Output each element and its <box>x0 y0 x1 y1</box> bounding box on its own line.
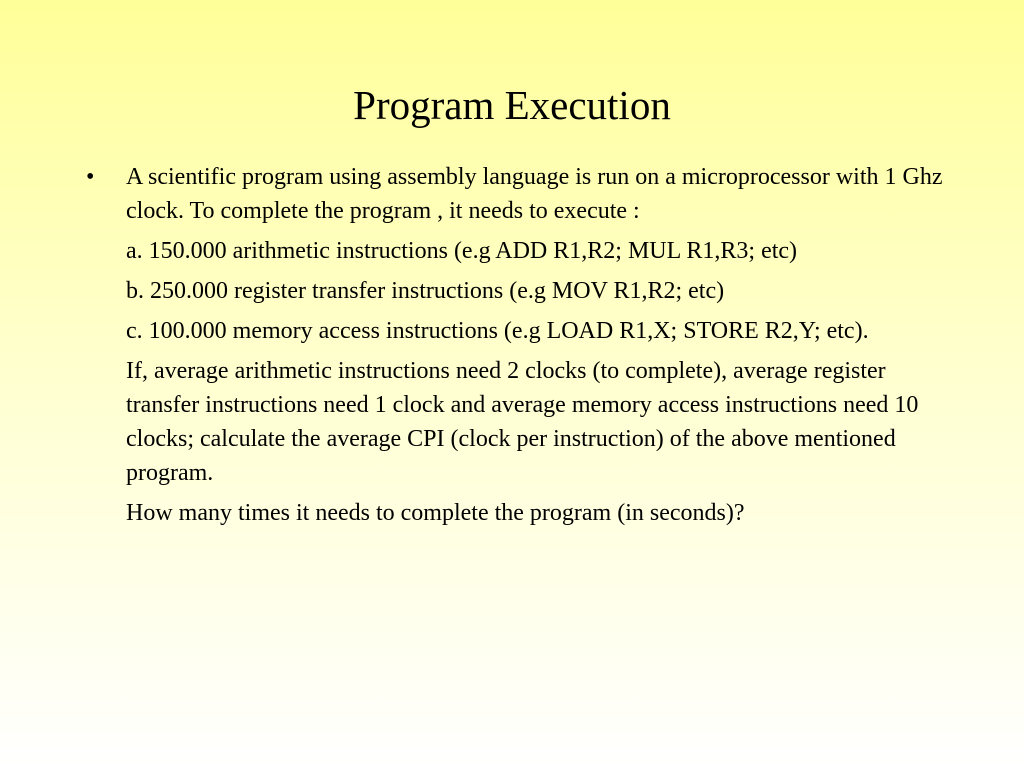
question-time: How many times it needs to complete the program (in seconds)? <box>126 500 745 526</box>
bullet-item <box>86 160 956 228</box>
instruction-item-a: a. 150.000 arithmetic instructions (e.g ADD R1,R2; MUL R1,R3; etc) <box>126 238 798 264</box>
slide-title: Program Execution <box>353 82 671 128</box>
intro-text: A scientific program using assembly language is run on a microprocessor with 1 Ghz clock. To complete the program , it needs to execute : <box>126 164 943 224</box>
question-cpi: If, average arithmetic instructions need 2 clocks (to complete), average register transfer instructions need 1 clock and average memory access instructions need 10 clocks; calculate the average CPI (clock per instruction) of the above mentioned program. <box>126 358 919 486</box>
bullet-marker: • <box>86 164 95 190</box>
instruction-item-c: c. 100.000 memory access instructions (e.g LOAD R1,X; STORE R2,Y; etc). <box>126 318 869 344</box>
instruction-item-b: b. 250.000 register transfer instructions (e.g MOV R1,R2; etc) <box>126 278 725 304</box>
slide-content <box>86 160 956 536</box>
